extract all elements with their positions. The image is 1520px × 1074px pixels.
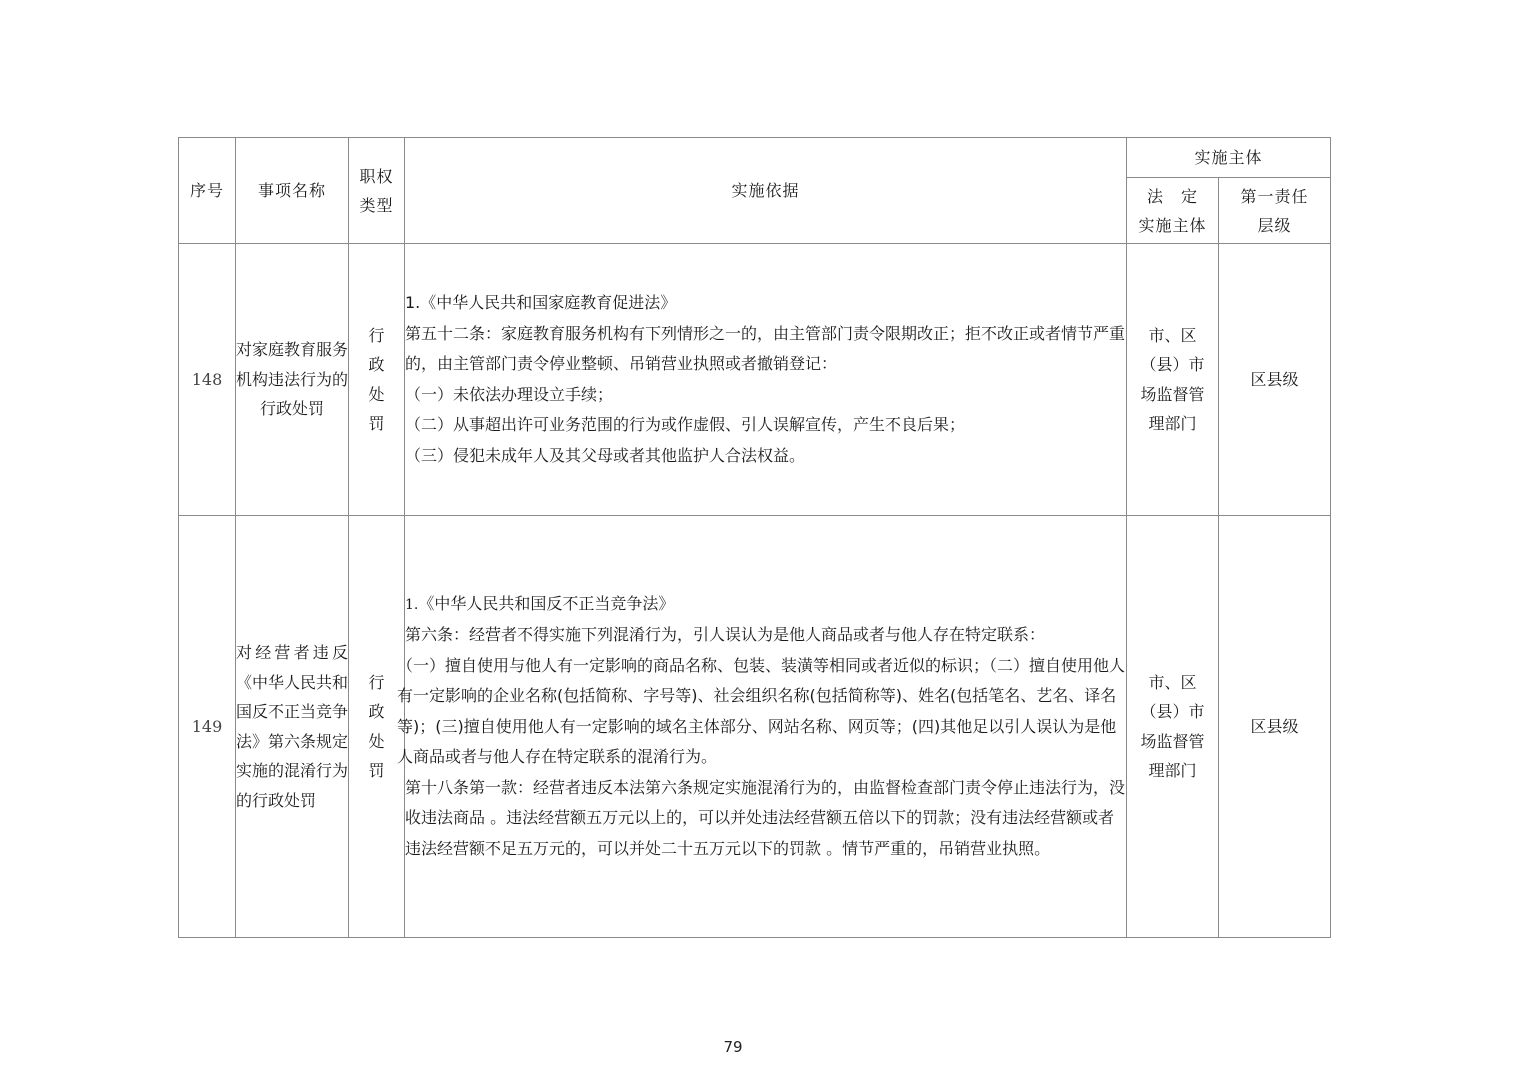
header-subject: 实施主体	[1127, 138, 1331, 178]
table-row	[179, 244, 1331, 516]
header-basis: 实施依据	[405, 138, 1127, 244]
header-row-top	[179, 138, 1331, 178]
basis-clause: 第五十二条：家庭教育服务机构有下列情形之一的，由主管部门责令限期改正；拒不改正或者情节严重的，由主管部门责令停业整顿、吊销营业执照或者撤销登记：	[405, 323, 1126, 373]
basis-item: （三）侵犯未成年人及其父母或者其他监护人合法权益。	[405, 445, 806, 465]
row-level: 区县级	[1219, 516, 1331, 938]
row-basis	[397, 516, 1127, 938]
row-power-type: 行政处罚	[349, 244, 405, 516]
basis-item: （二）从事超出许可业务范围的行为或作虚假、引人误解宣传，产生不良后果；	[405, 415, 966, 434]
row-seq: 149	[179, 516, 236, 938]
basis-clause: 第六条：经营者不得实施下列混淆行为，引人误认为是他人商品或者与他人存在特定联系：	[405, 625, 1046, 645]
header-seq: 序号	[179, 138, 236, 244]
page-number: 79	[723, 1038, 743, 1056]
header-first-resp-line1: 第一责任	[1240, 186, 1309, 206]
row-basis	[405, 244, 1127, 516]
basis-clause: 第十八条第一款：经营者违反本法第六条规定实施混淆行为的，由监督检查部门责令停止违法行为，没收违法商品 。违法经营额五万元以上的，可以并处违法经营额五倍以下的罚款；没有违法经营额或者违法经营额不足五万元的，可以并处二十五万元以下的罚款 。情节严重的，吊销营业执照。	[405, 777, 1126, 858]
row-level: 区县级	[1219, 244, 1331, 516]
header-first-responsibility	[1219, 178, 1331, 244]
basis-title: 1.《中华人民共和国反不正当竞争法》	[405, 593, 675, 613]
header-legal-subject-line1: 法 定	[1146, 186, 1198, 206]
header-legal-subject-line2: 实施主体	[1138, 215, 1207, 235]
row-item-name: 对家庭教育服务机构违法行为的行政处罚	[236, 244, 349, 516]
header-item-name: 事项名称	[236, 138, 349, 244]
rights-list-table	[178, 137, 1331, 938]
row-legal-subject: 市、区（县）市场监督管理部门	[1127, 244, 1219, 516]
row-item-name: 对经营者违反《中华人民共和国反不正当竞争法》第六条规定实施的混淆行为的行政处罚	[236, 516, 349, 938]
header-legal-subject	[1127, 178, 1219, 244]
table-row	[179, 516, 1331, 938]
header-first-resp-line2: 层级	[1257, 215, 1292, 235]
basis-item: （一）未依法办理设立手续；	[405, 384, 614, 404]
row-power-type: 行政处罚	[349, 516, 405, 938]
row-seq: 148	[179, 244, 236, 516]
row-legal-subject: 市、区（县）市场监督管理部门	[1127, 516, 1219, 938]
basis-item: （一）擅自使用与他人有一定影响的商品名称、包装、装潢等相同或者近似的标识；（二）擅自使用他人有一定影响的企业名称(包括简称、字号等)、社会组织名称(包括简称等)、姓名(包括笔名、艺名、译名等)；(三)擅自使用他人有一定影响的域名主体部分、网站名称、网页等；(四)其他足以引人误认为是他人商品或者与他人存在特定联系的混淆行为。	[397, 655, 1126, 767]
header-power-type: 职权类型	[349, 138, 405, 244]
basis-title: 1.《中华人民共和国家庭教育促进法》	[405, 293, 677, 312]
